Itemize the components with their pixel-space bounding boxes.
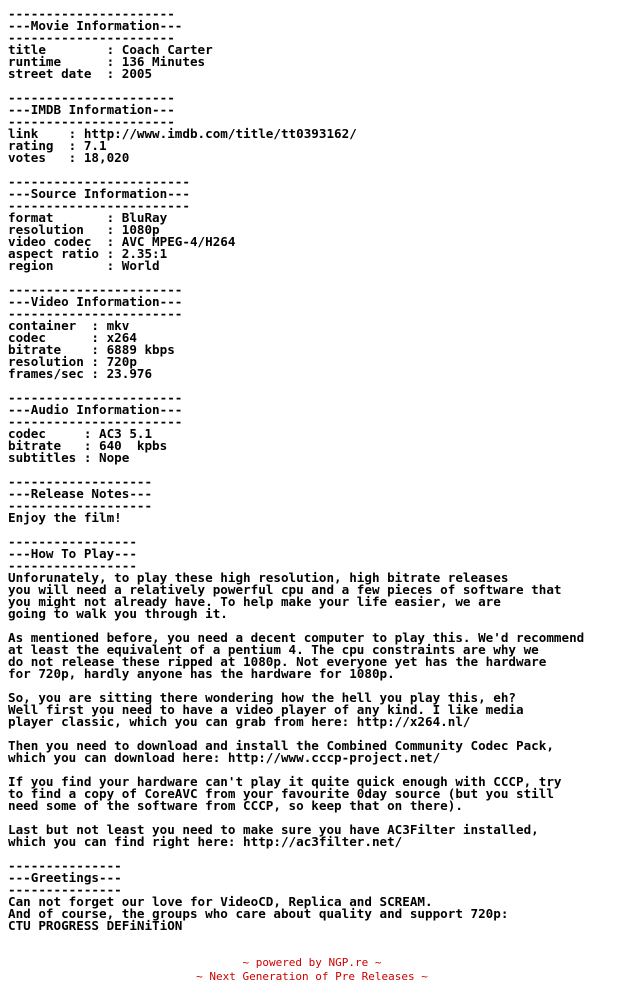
- nfo-line: ---How To Play---: [8, 546, 137, 561]
- nfo-line: And of course, the groups who care about quality and support 720p:: [8, 906, 509, 921]
- nfo-line: -----------------------: [8, 306, 183, 321]
- nfo-line: -----------------------: [8, 390, 183, 405]
- nfo-line: codec : AC3 5.1: [8, 426, 153, 441]
- nfo-line: As mentioned before, you need a decent computer to play this. We'd recommend: [8, 630, 585, 645]
- nfo-line: -----------------: [8, 534, 137, 549]
- nfo-line: for 720p, hardly anyone has the hardware for 1080p.: [8, 666, 395, 681]
- nfo-line: ---------------: [8, 858, 122, 873]
- nfo-line: you will need a relatively powerful cpu and a few pieces of software that: [8, 582, 562, 597]
- nfo-line: rating : 7.1: [8, 138, 107, 153]
- nfo-line: ---Audio Information---: [8, 402, 183, 417]
- nfo-line: ---Greetings---: [8, 870, 122, 885]
- nfo-line: CTU PROGRESS DEFiNiTiON: [8, 918, 183, 933]
- nfo-line: link : http://www.imdb.com/title/tt0393162/: [8, 126, 357, 141]
- nfo-line: codec : x264: [8, 330, 137, 345]
- nfo-line: -----------------: [8, 558, 137, 573]
- nfo-line: bitrate : 6889 kbps: [8, 342, 175, 357]
- nfo-line: format : BluRay: [8, 210, 168, 225]
- nfo-line: aspect ratio : 2.35:1: [8, 246, 168, 261]
- nfo-line: runtime : 136 Minutes: [8, 54, 206, 69]
- nfo-line: Can not forget our love for VideoCD, Replica and SCREAM.: [8, 894, 433, 909]
- nfo-line: frames/sec : 23.976: [8, 366, 153, 381]
- nfo-line: -----------------------: [8, 414, 183, 429]
- nfo-line: do not release these ripped at 1080p. Not everyone yet has the hardware: [8, 654, 547, 669]
- footer-tagline: ~ Next Generation of Pre Releases ~: [196, 970, 428, 983]
- nfo-line: Unforunately, to play these high resolution, high bitrate releases: [8, 570, 509, 585]
- footer: [0, 956, 624, 984]
- nfo-line: to find a copy of CoreAVC from your favourite 0day source (but you still: [8, 786, 554, 801]
- nfo-line: container : mkv: [8, 318, 130, 333]
- nfo-line: resolution : 1080p: [8, 222, 160, 237]
- nfo-line: need some of the software from CCCP, so keep that on there).: [8, 798, 463, 813]
- nfo-line: player classic, which you can grab from here: http://x264.nl/: [8, 714, 471, 729]
- nfo-line: ---Source Information---: [8, 186, 190, 201]
- nfo-line: bitrate : 640 kpbs: [8, 438, 168, 453]
- nfo-line: street date : 2005: [8, 66, 153, 81]
- nfo-line: you might not already have. To help make your life easier, we are: [8, 594, 501, 609]
- nfo-line: ----------------------: [8, 30, 175, 45]
- nfo-line: ----------------------: [8, 6, 175, 21]
- nfo-text: [8, 8, 584, 932]
- nfo-line: video codec : AVC MPEG-4/H264: [8, 234, 236, 249]
- nfo-line: -------------------: [8, 498, 153, 513]
- nfo-line: -------------------: [8, 474, 153, 489]
- nfo-line: ---Video Information---: [8, 294, 183, 309]
- nfo-line: Then you need to download and install the Combined Community Codec Pack,: [8, 738, 554, 753]
- nfo-line: ---Release Notes---: [8, 486, 153, 501]
- nfo-line: Well first you need to have a video player of any kind. I like media: [8, 702, 524, 717]
- nfo-line: subtitles : Nope: [8, 450, 130, 465]
- nfo-line: So, you are sitting there wondering how the hell you play this, eh?: [8, 690, 516, 705]
- nfo-line: If you find your hardware can't play it quite quick enough with CCCP, try: [8, 774, 562, 789]
- nfo-line: Last but not least you need to make sure you have AC3Filter installed,: [8, 822, 539, 837]
- nfo-line: region : World: [8, 258, 160, 273]
- nfo-line: ---Movie Information---: [8, 18, 183, 33]
- nfo-line: ------------------------: [8, 198, 190, 213]
- nfo-line: votes : 18,020: [8, 150, 130, 165]
- nfo-line: which you can find right here: http://ac3filter.net/: [8, 834, 403, 849]
- nfo-line: which you can download here: http://www.cccp-project.net/: [8, 750, 441, 765]
- nfo-line: ----------------------: [8, 114, 175, 129]
- nfo-line: ---------------: [8, 882, 122, 897]
- nfo-line: Enjoy the film!: [8, 510, 122, 525]
- nfo-line: ----------------------: [8, 90, 175, 105]
- nfo-line: ------------------------: [8, 174, 190, 189]
- nfo-line: -----------------------: [8, 282, 183, 297]
- nfo-line: resolution : 720p: [8, 354, 137, 369]
- nfo-line: at least the equivalent of a pentium 4. The cpu constraints are why we: [8, 642, 539, 657]
- nfo-line: ---IMDB Information---: [8, 102, 175, 117]
- nfo-line: title : Coach Carter: [8, 42, 213, 57]
- nfo-line: going to walk you through it.: [8, 606, 228, 621]
- footer-powered-by: ~ powered by NGP.re ~: [242, 956, 382, 969]
